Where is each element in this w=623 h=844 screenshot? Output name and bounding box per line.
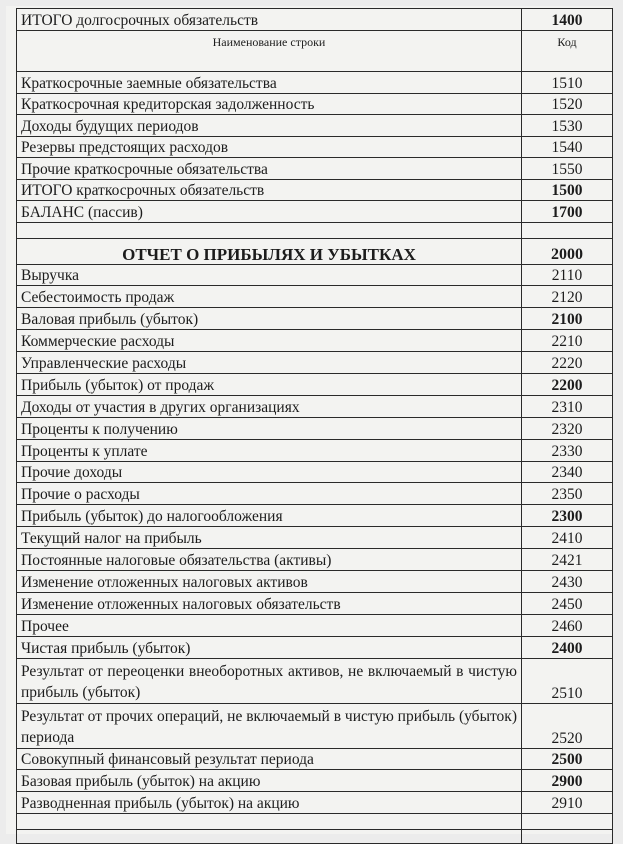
table-row	[17, 352, 613, 374]
row-name: Прочее	[17, 614, 522, 636]
table-row	[17, 527, 613, 549]
table-row	[17, 549, 613, 571]
table-row	[17, 483, 613, 505]
table-row	[17, 330, 613, 352]
row-code: 2910	[522, 792, 613, 814]
row-name: Прибыль (убыток) от продаж	[17, 373, 522, 395]
row-name: Краткосрочная кредиторская задолженность	[17, 93, 522, 115]
row-code: 2421	[522, 549, 613, 571]
table-row	[17, 179, 613, 201]
table-row	[17, 72, 613, 94]
column-header-code: Код	[522, 31, 613, 72]
table-row	[17, 505, 613, 527]
spacer-row	[17, 222, 613, 238]
row-name: Коммерческие расходы	[17, 330, 522, 352]
row-code: 2410	[522, 527, 613, 549]
table-row	[17, 792, 613, 814]
row-name: Выручка	[17, 264, 522, 286]
row-code: 2500	[522, 748, 613, 770]
row-name	[17, 830, 522, 844]
row-name: Управленческие расходы	[17, 352, 522, 374]
row-name: Прочие о расходы	[17, 483, 522, 505]
table-row	[17, 748, 613, 770]
column-header-row	[17, 31, 613, 72]
section-code: 2000	[522, 238, 613, 264]
row-name: Валовая прибыль (убыток)	[17, 308, 522, 330]
row-code: 1540	[522, 136, 613, 158]
row-name: Результат от переоценки внеоборотных активов, не включаемый в чистую прибыль (убыток)	[17, 658, 522, 703]
row-name: Базовая прибыль (убыток) на акцию	[17, 770, 522, 792]
row-code: 2110	[522, 264, 613, 286]
report-body	[17, 9, 613, 844]
row-name: Краткосрочные заемные обязательства	[17, 72, 522, 94]
table-row	[17, 570, 613, 592]
row-name	[17, 222, 522, 238]
row-code: 2210	[522, 330, 613, 352]
row-code: 1700	[522, 201, 613, 223]
row-name: Постоянные налоговые обязательства (активы)	[17, 549, 522, 571]
row-code: 1550	[522, 158, 613, 180]
table-row	[17, 308, 613, 330]
row-code: 1400	[522, 9, 613, 31]
row-name: ИТОГО краткосрочных обязательств	[17, 179, 522, 201]
row-name: Совокупный финансовый результат периода	[17, 748, 522, 770]
row-name: Проценты к получению	[17, 417, 522, 439]
row-name: ИТОГО долгосрочных обязательств	[17, 9, 522, 31]
row-code	[522, 814, 613, 830]
row-code: 2200	[522, 373, 613, 395]
section-title-row	[17, 238, 613, 264]
row-name: Прибыль (убыток) до налогообложения	[17, 505, 522, 527]
report-table	[16, 8, 613, 844]
row-name: Изменение отложенных налоговых обязательств	[17, 592, 522, 614]
row-code: 2330	[522, 439, 613, 461]
row-code	[522, 830, 613, 844]
table-row	[17, 614, 613, 636]
table-row	[17, 201, 613, 223]
table-row	[17, 395, 613, 417]
table-row	[17, 93, 613, 115]
row-name: Прочие доходы	[17, 461, 522, 483]
row-code: 2100	[522, 308, 613, 330]
row-name: Доходы от участия в других организациях	[17, 395, 522, 417]
row-code: 2320	[522, 417, 613, 439]
row-code: 2510	[522, 658, 613, 703]
table-row-total-long-term	[17, 9, 613, 31]
table-row	[17, 703, 613, 748]
row-code: 2220	[522, 352, 613, 374]
table-row	[17, 115, 613, 137]
row-code: 1510	[522, 72, 613, 94]
row-name: Прочие краткосрочные обязательства	[17, 158, 522, 180]
table-row	[17, 636, 613, 658]
row-code: 2120	[522, 286, 613, 308]
row-code: 1530	[522, 115, 613, 137]
row-code: 2400	[522, 636, 613, 658]
spacer-row	[17, 814, 613, 830]
row-code: 2300	[522, 505, 613, 527]
row-code: 2900	[522, 770, 613, 792]
row-name	[17, 814, 522, 830]
table-row	[17, 373, 613, 395]
row-name: Результат от прочих операций, не включаемый в чистую прибыль (убыток) периода	[17, 703, 522, 748]
row-name: Чистая прибыль (убыток)	[17, 636, 522, 658]
row-code: 1500	[522, 179, 613, 201]
document-page	[6, 6, 612, 834]
row-code: 2450	[522, 592, 613, 614]
table-row	[17, 461, 613, 483]
row-code: 2460	[522, 614, 613, 636]
row-code: 2310	[522, 395, 613, 417]
table-row	[17, 417, 613, 439]
row-name: Изменение отложенных налоговых активов	[17, 570, 522, 592]
table-row	[17, 658, 613, 703]
row-code: 2520	[522, 703, 613, 748]
table-row	[17, 264, 613, 286]
table-row	[17, 592, 613, 614]
row-code: 2430	[522, 570, 613, 592]
row-code: 1520	[522, 93, 613, 115]
row-name: Проценты к уплате	[17, 439, 522, 461]
row-name: Резервы предстоящих расходов	[17, 136, 522, 158]
row-code: 2350	[522, 483, 613, 505]
spacer-row	[17, 830, 613, 844]
row-code: 2340	[522, 461, 613, 483]
table-row	[17, 439, 613, 461]
table-row	[17, 286, 613, 308]
table-row	[17, 770, 613, 792]
column-header-name: Наименование строки	[17, 31, 522, 72]
row-name: Текущий налог на прибыль	[17, 527, 522, 549]
row-name: Разводненная прибыль (убыток) на акцию	[17, 792, 522, 814]
row-code	[522, 222, 613, 238]
section-title: ОТЧЕТ О ПРИБЫЛЯХ И УБЫТКАХ	[17, 238, 522, 264]
table-row	[17, 158, 613, 180]
row-name: Доходы будущих периодов	[17, 115, 522, 137]
row-name: Себестоимость продаж	[17, 286, 522, 308]
table-row	[17, 136, 613, 158]
row-name: БАЛАНС (пассив)	[17, 201, 522, 223]
